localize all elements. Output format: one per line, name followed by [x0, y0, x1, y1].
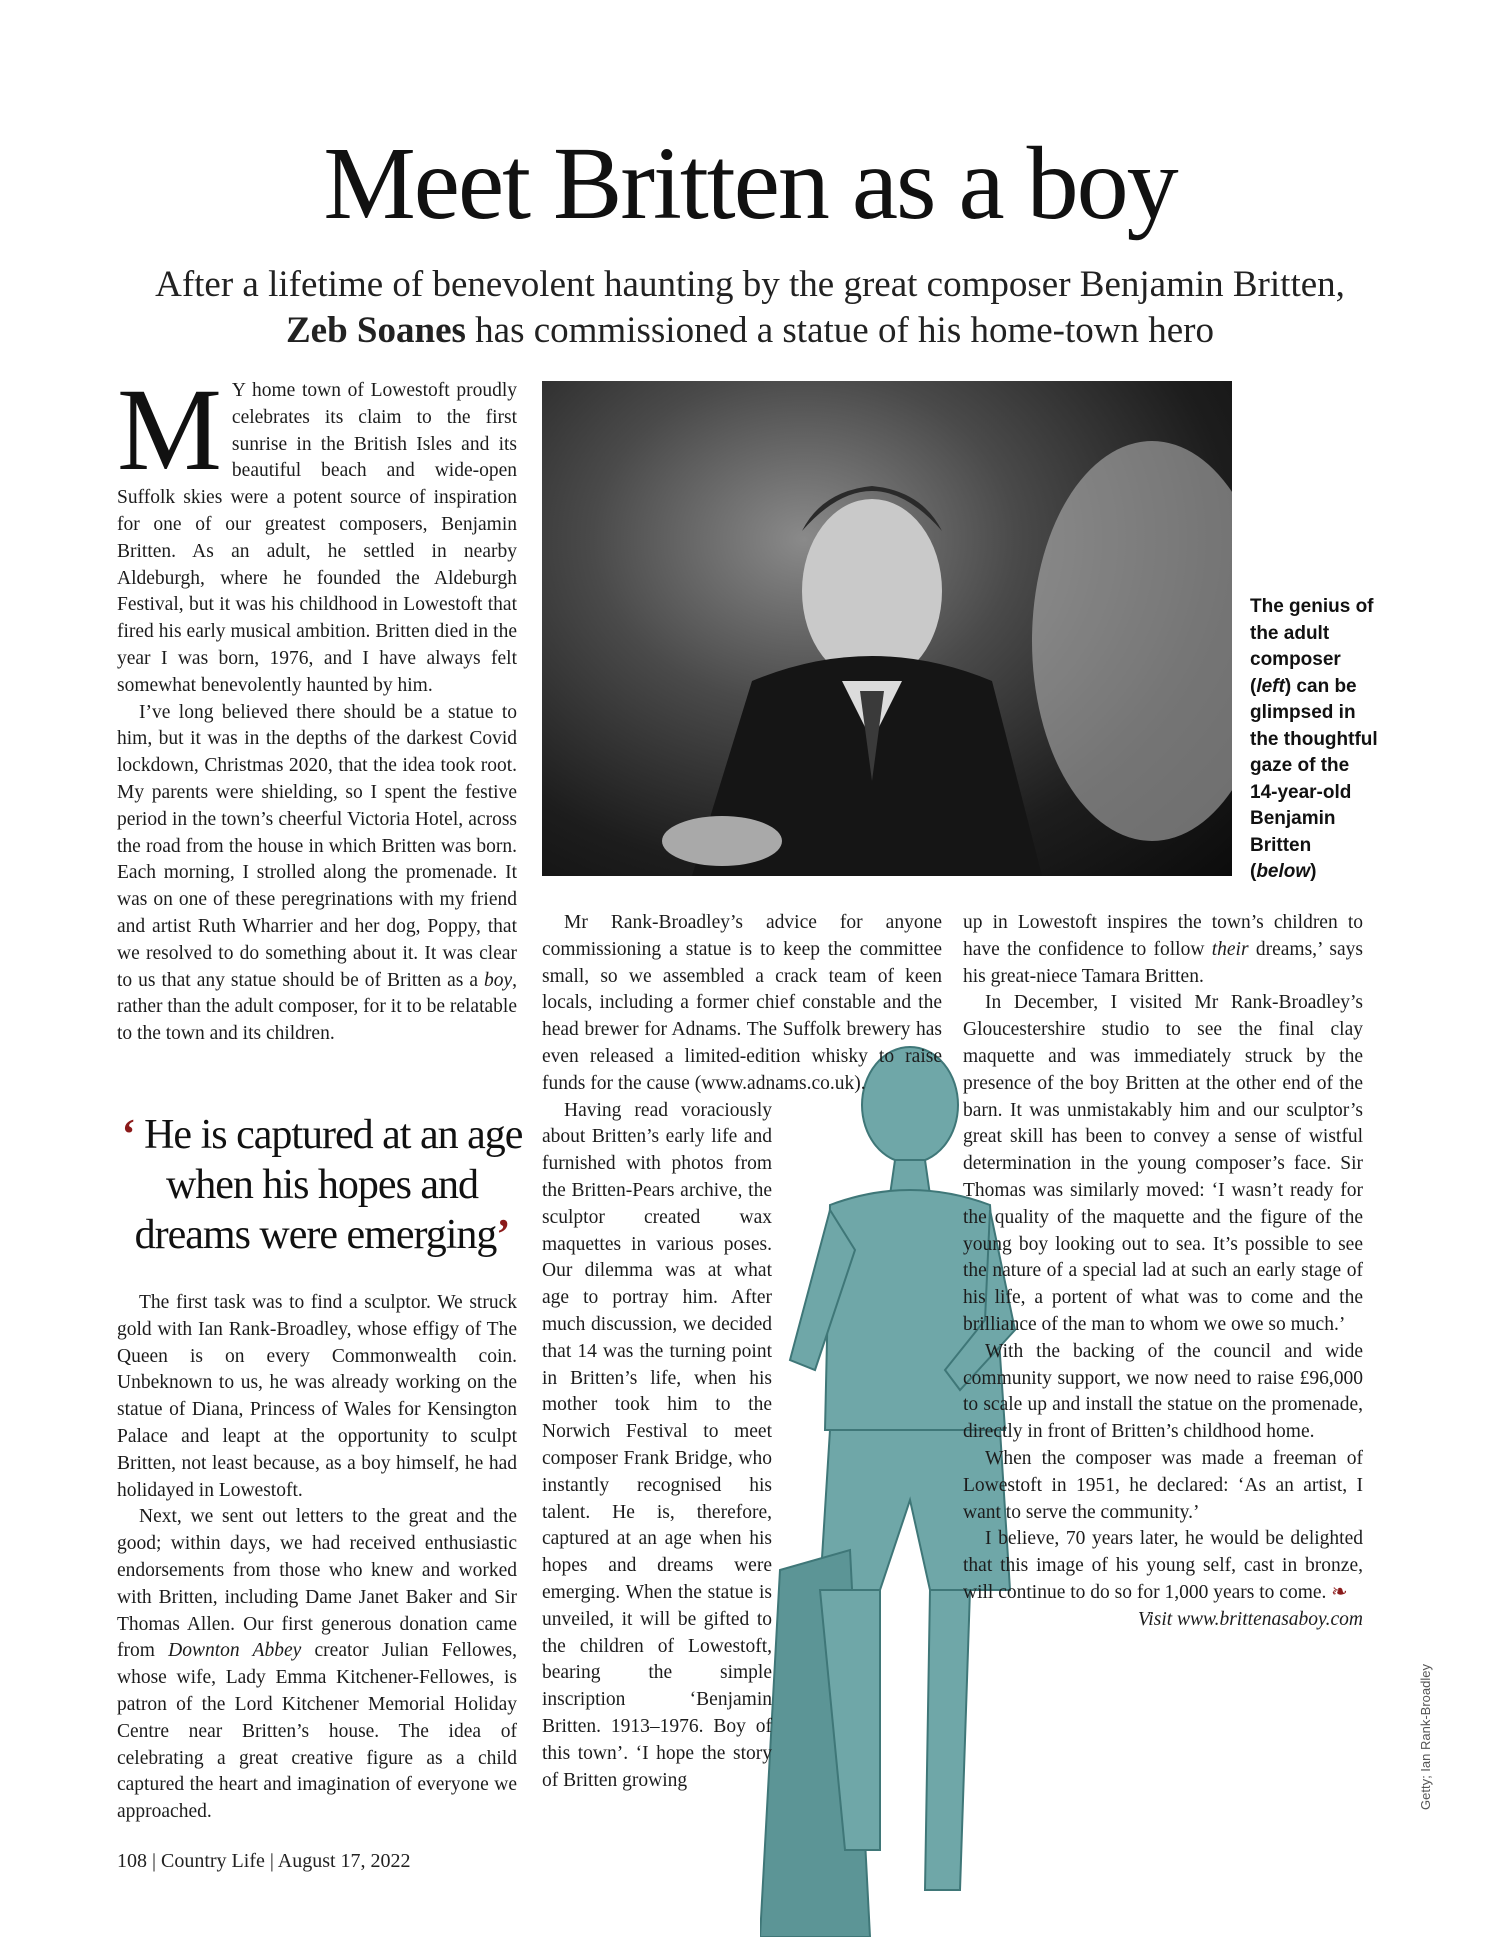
standfirst-line2-rest: has commissioned a statue of his home-town hero	[465, 310, 1214, 351]
paragraph-text: Y home town of Lowestoft proudly celebrates its claim to the first sunrise in the British Isles and its beautiful beach and wide-open Suffolk skies were a potent source of inspiration for one of our greatest composers, Benjamin Britten. As an adult, he settled in nearby Aldeburgh, where he founded the Aldeburgh Festival, but it was his childhood in Lowestoft that fired his early musical ambition. Britten died in the year I was born, 1976, and I have always felt somewhat benevolently haunted by him.	[117, 380, 517, 696]
photo-credit: Getty; Ian Rank-Broadley	[1418, 1664, 1433, 1810]
standfirst-line2	[80, 308, 1420, 354]
article-column-3	[963, 910, 1363, 1634]
caption-text: The genius of the adult composer (	[1250, 596, 1374, 697]
page-folio: 108 | Country Life | August 17, 2022	[117, 1850, 411, 1872]
pull-quote-text: He is captured at an age when his hopes and dreams were emerging	[134, 1112, 523, 1258]
paragraph: Mr Rank-Broadley’s advice for anyone commissioning a statue is to keep the committee small, so we assembled a crack team of keen locals, including a former chief constable and the head brewer for Adnams. The Suffolk brewery has even released a limited-edition whisky to raise funds for the cause (www.adnams.co.uk).	[542, 912, 942, 1094]
quote-close-mark: ’	[496, 1212, 510, 1258]
emphasis: their	[1211, 938, 1249, 960]
paragraph: In December, I visited Mr Rank-Broadley’s Gloucestershire studio to see the final clay maquette and was immediately struck by the presence of the boy Britten at the other end of the barn. It was unmistakably him and our sculptor’s great skill has been to convey a sense of wistful determination in the young composer’s face. Sir Thomas was similarly moved: ‘I wasn’t ready for the quality of the maquette and the figure of the young boy looking out to sea. It’s possible to see the nature of a special lad at such an early stage of his life, a portent of what was to come and the brilliance of the man to whom we owe so much.’	[963, 992, 1363, 1335]
paragraph-text: dreams,’ says his great-niece Tamara Britten.	[963, 938, 1363, 987]
end-mark-icon: ❧	[1331, 1581, 1348, 1603]
drop-cap: M	[117, 364, 222, 495]
paragraph-text: Next, we sent out letters to the great and the good; within days, we had received enthusiastic endorsements from those who knew and worked with Britten, including Dame Janet Baker and Sir Thomas Allen. Our first generous donation came from	[117, 1506, 517, 1662]
paragraph	[117, 700, 517, 1048]
caption-emphasis: left	[1256, 675, 1285, 697]
emphasis: Downton Abbey	[168, 1640, 302, 1662]
paragraph: The first task was to find a sculptor. We struck gold with Ian Rank-Broadley, whose effigy of The Queen is on every Commonwealth coin. Unbeknown to us, he was already working on the statue of Diana, Princess of Wales for Kensington Palace and leapt at the opportunity to sculpt Britten, not least because, as a boy himself, he had holidayed in Lowestoft.	[117, 1292, 517, 1501]
quote-open-mark: ‘	[121, 1112, 135, 1158]
caption-text: )	[1310, 861, 1317, 882]
article-column-1-continued	[117, 1290, 517, 1826]
headline: Meet Britten as a boy	[323, 126, 1177, 241]
author-name: Zeb Soanes	[286, 310, 466, 351]
article-column-2	[542, 910, 942, 1794]
portrait-illustration	[542, 381, 1232, 876]
paragraph-text: I believe, 70 years later, he would be delighted that this image of his young self, cast in bronze, will continue to do so for 1,000 years to come.	[963, 1528, 1363, 1603]
caption-emphasis: below	[1256, 861, 1311, 882]
pull-quote	[117, 1110, 527, 1260]
britten-portrait-photo	[542, 381, 1232, 876]
caption-text: ) can be glimpsed in the thoughtful gaze of the 14-year-old Benjamin Britten (	[1250, 675, 1378, 882]
paragraph-text: , rather than the adult composer, for it to be relatable to the town and its children.	[117, 969, 517, 1045]
paragraph: Having read voraciously about Britten’s early life and furnished with photos from the Britten-Pears archive, the sculptor created wax maquettes in various poses. Our dilemma was at what age to portray him. After much discussion, we decided that 14 was the turning point in Britten’s life, when his mother took him to the Norwich Festival to meet composer Frank Bridge, who instantly recognised his talent. He is, therefore, captured at an age when his hopes and dreams were emerging. When the statue is unveiled, it will be gifted to the children of Lowestoft, bearing the simple inscription ‘Benjamin Britten. 1913–1976. Boy of this town’. ‘I hope the story of Britten growing	[542, 1099, 772, 1791]
emphasis: boy	[483, 969, 513, 991]
paragraph: With the backing of the council and wide community support, we now need to raise £96,000 to scale up and install the statue on the promenade, directly in front of Britten’s childhood home.	[963, 1340, 1363, 1443]
paragraph	[117, 1504, 517, 1826]
paragraph	[963, 1526, 1363, 1606]
visit-url-text: Visit www.brittenasaboy.com	[1137, 1608, 1363, 1630]
paragraph: When the composer was made a freeman of Lowestoft in 1951, he declared: ‘As an artist, I want to serve the community.’	[963, 1447, 1363, 1523]
paragraph-text: creator Julian Fellowes, whose wife, Lady Emma Kitchener-Fellowes, is patron of the Lord Kitchener Memorial Holiday Centre near Britten’s house. The idea of celebrating a great creative figure as a child captured the heart and imagination of everyone we approached.	[117, 1640, 517, 1823]
paragraph-text: I’ve long believed there should be a statue to him, but it was in the depths of the darkest Covid lockdown, Christmas 2020, that the idea took root. My parents were shielding, so I spent the festive period in the town’s cheerful Victoria Hotel, across the road from the house in which Britten was born. Each morning, I strolled along the promenade. It was on one of these peregrinations with my friend and artist Ruth Wharrier and her dog, Poppy, that we resolved to do something about it. It was clear to us that any statue should be of Britten as a	[117, 701, 517, 991]
standfirst-line1: After a lifetime of benevolent haunting by the great composer Benjamin Britten,	[155, 264, 1345, 305]
standfirst	[80, 262, 1420, 354]
article-column-1	[117, 364, 517, 1048]
paragraph-text: up in Lowestoft inspires the town’s children to have the confidence to follow	[963, 912, 1363, 960]
photo-caption	[1250, 594, 1380, 886]
paragraph	[117, 364, 517, 700]
paragraph	[963, 910, 1363, 990]
visit-line	[963, 1607, 1363, 1634]
